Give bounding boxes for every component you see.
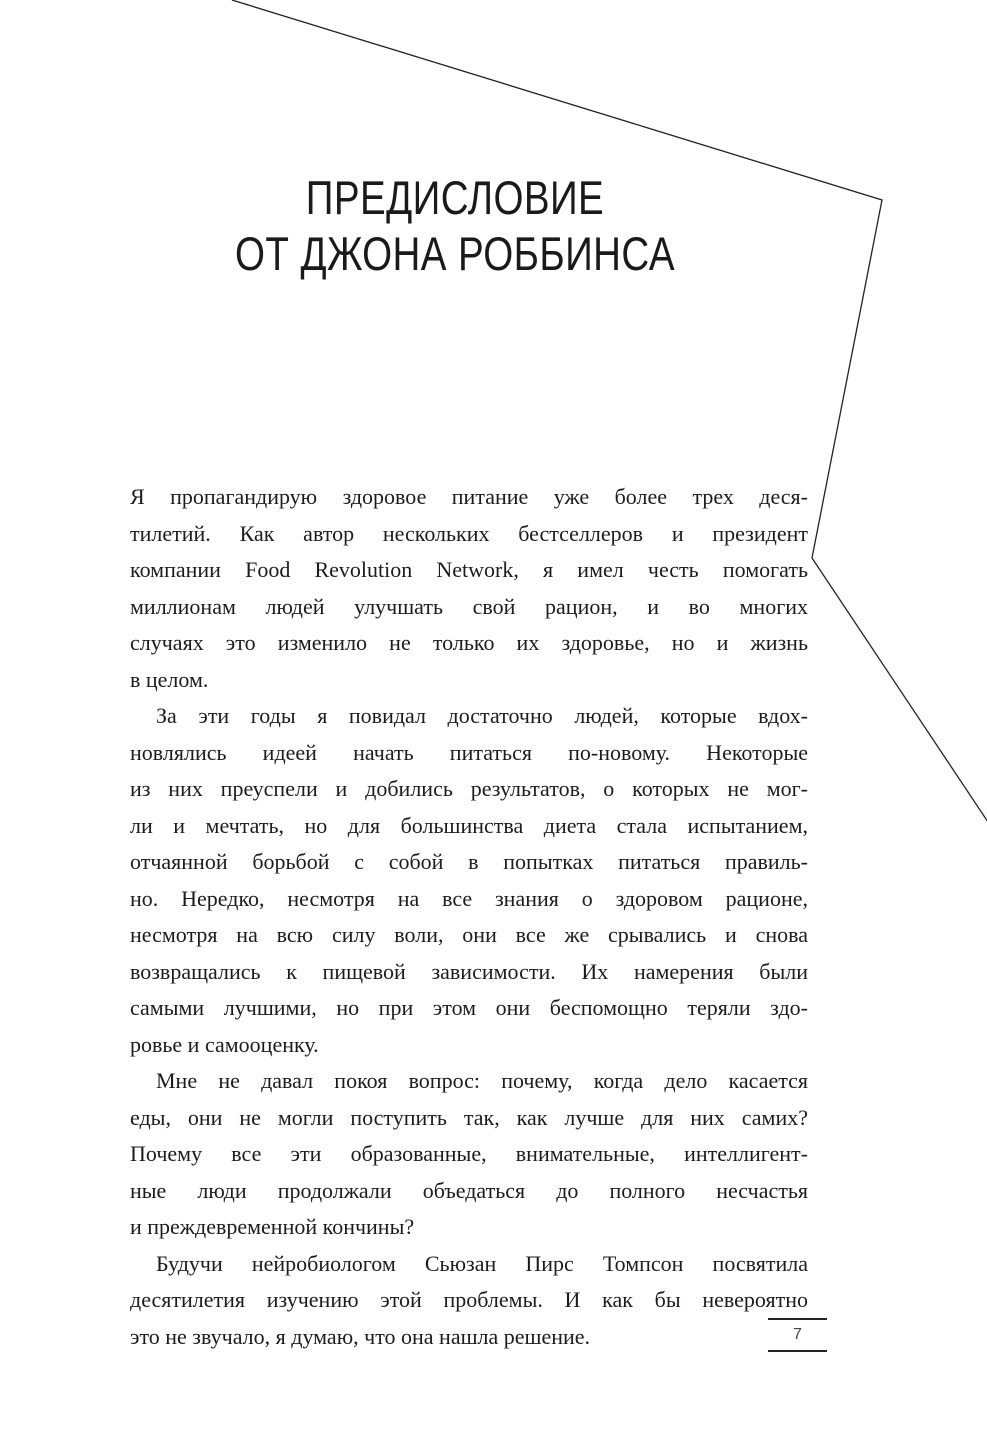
text-line: Почему все эти образованные, внимательные, интеллигент-: [130, 1141, 808, 1166]
text-line: тилетий. Как автор нескольких бестселлеров и президент: [130, 520, 808, 546]
text-line: миллионам людей улучшать свой рацион, и во многих: [130, 593, 808, 619]
text-line: новлялись идеей начать питаться по-новому. Некоторые: [130, 739, 808, 765]
body-text: [130, 479, 808, 1355]
text-line: отчаянной борьбой с собой в попытках питаться правиль-: [130, 849, 808, 874]
page-number: 7: [793, 1326, 802, 1343]
text-line: Мне не давал покоя вопрос: почему, когда дело касается: [156, 1068, 808, 1093]
text-line: случаях это изменило не только их здоровье, но и жизнь: [130, 630, 808, 655]
text-line: это не звучало, я думаю, что она нашла решение.: [130, 1323, 591, 1349]
text-line: компании Food Revolution Network, я имел честь помогать: [130, 557, 808, 582]
text-line: возвращались к пищевой зависимости. Их намерения были: [130, 958, 808, 984]
text-line: несмотря на всю силу воли, они все же срывались и снова: [130, 922, 808, 947]
text-line: десятилетия изучению этой проблемы. И как бы невероятно: [130, 1287, 808, 1312]
chapter-title-line-1: ПРЕДИСЛОВИЕ: [305, 171, 605, 224]
text-line: из них преуспели и добились результатов, о которых не мог-: [130, 776, 808, 801]
text-line: ные люди продолжали объедаться до полного несчастья: [130, 1177, 808, 1203]
text-line: ровье и самооценку.: [130, 1031, 319, 1057]
text-line: и преждевременной кончины?: [130, 1214, 415, 1239]
text-line: самыми лучшими, но при этом они беспомощно теряли здо-: [130, 995, 808, 1020]
text-line: но. Нередко, несмотря на все знания о здоровом рационе,: [130, 885, 808, 911]
chapter-title-line-2: ОТ ДЖОНА РОББИНСА: [235, 227, 675, 280]
page-number-rule-top: [768, 1318, 827, 1320]
text-line: еды, они не могли поступить так, как лучше для них самих?: [130, 1104, 808, 1130]
text-line: Я пропагандирую здоровое питание уже более трех деся-: [130, 484, 808, 509]
text-line: Будучи нейробиологом Сьюзан Пирс Томпсон посвятила: [156, 1250, 808, 1276]
page-number-rule-bottom: [768, 1350, 827, 1352]
text-line: За эти годы я повидал достаточно людей, которые вдох-: [156, 703, 808, 728]
text-line: в целом.: [130, 666, 209, 692]
text-line: ли и мечтать, но для большинства диета стала испытанием,: [130, 812, 808, 838]
